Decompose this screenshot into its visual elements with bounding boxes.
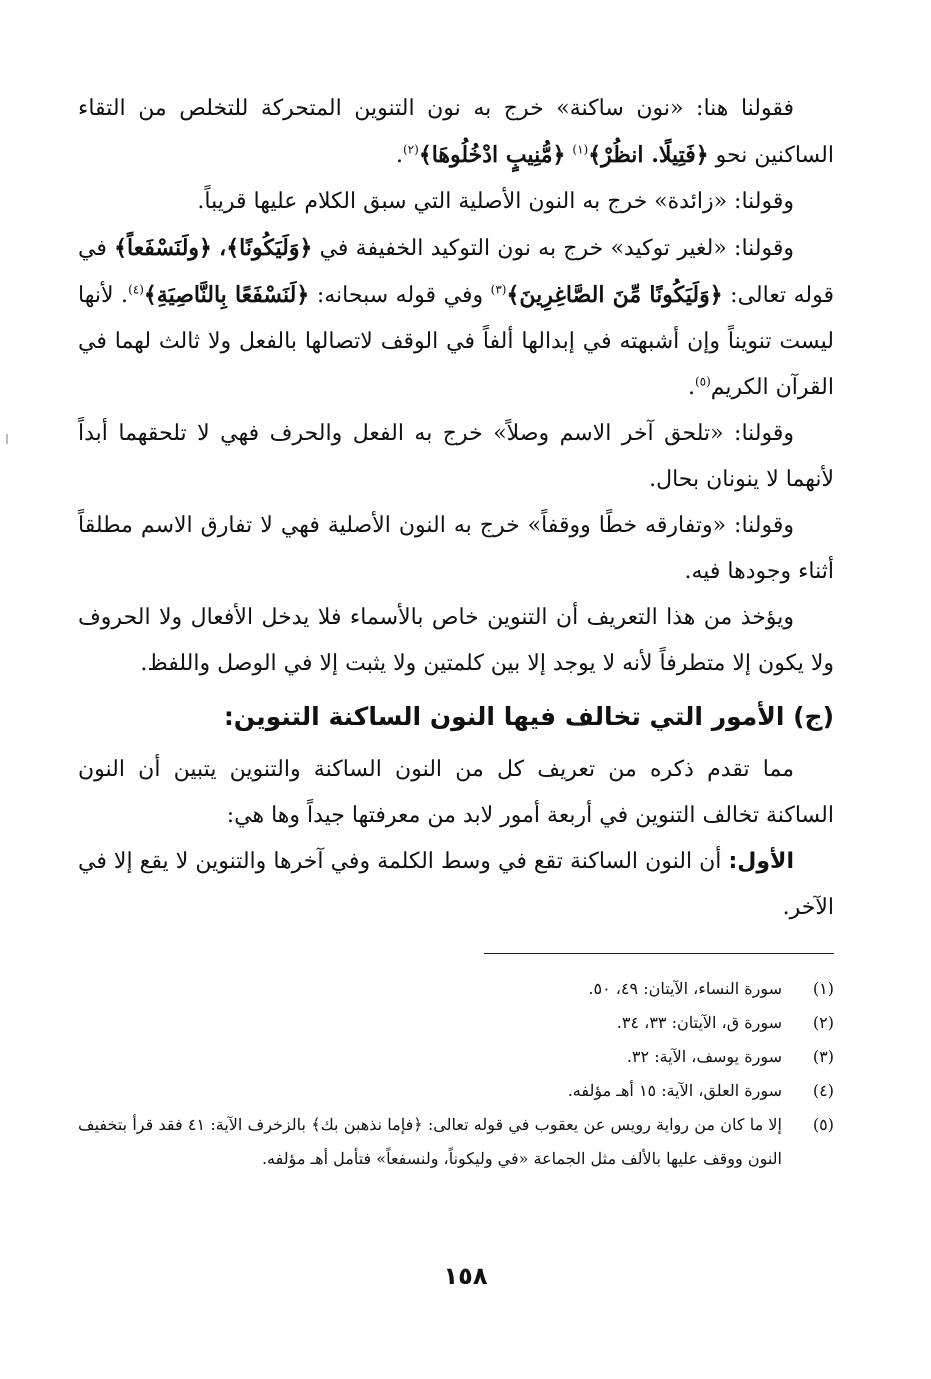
page-number: ١٥٨	[443, 1262, 488, 1290]
footnote-number: (٣)	[812, 1047, 834, 1066]
footnote-marker: (٥)	[694, 374, 711, 389]
footnote-number: (١)	[812, 979, 834, 998]
footnote-text: سورة العلق، الآية: ١٥ أهـ مؤلفه.	[567, 1081, 782, 1100]
footnote-text: سورة ق، الآيتان: ٣٣، ٣٤.	[616, 1013, 782, 1032]
paragraph-3	[78, 225, 834, 411]
first-difference-label: الأول:	[728, 849, 794, 874]
quran-quote: ﴿فَتِيلًا. انظُرْ﴾	[588, 142, 709, 168]
section-heading: (ج) الأمور التي تخالف فيها النون الساكنة التنوين:	[223, 702, 834, 731]
page-body	[78, 86, 834, 1346]
paragraph-3-text-d: . لأنها ليست تنويناً وإن أشبهته في إبدالها ألفاً في الوقف لاتصالها بالفعل ولا ثالث لهما في القرآن الكريم	[78, 283, 834, 400]
paragraph-4: وقولنا: «تلحق آخر الاسم وصلاً» خرج به الفعل والحرف فهي لا تلحقهما أبداً لأنهما لا ينونان بحال.	[78, 421, 834, 492]
footnote-text: إلا ما كان من رواية رويس عن يعقوب في قوله تعالى: ﴿فإما نذهبن بك﴾ بالزخرف الآية: ٤١ فقد قرأ بتخفيف النون ووقف عليها بالألف مثل الجماعة «في وليكوناً، ولنسفعاً» فتأمل أهـ مؤلفه.	[78, 1115, 782, 1168]
footnote-separator	[484, 953, 834, 954]
first-difference	[78, 839, 834, 931]
paragraph-1-end: .	[395, 143, 403, 168]
footnote-number: (٢)	[812, 1013, 834, 1032]
quran-quote: ﴿وَلَيَكُونًا﴾،	[219, 235, 313, 261]
quran-quote: ﴿وَلَيَكُونًا مِّنَ الصَّاغِرِينَ﴾	[506, 282, 723, 308]
footnote-item	[78, 1108, 834, 1176]
footnote-marker: (٤)	[128, 282, 144, 297]
paragraph-5: وقولنا: «وتفارقه خطًا ووقفاً» خرج به النون الأصلية فهي لا تفارق الاسم مطلقاً أثناء وجودها فيه.	[78, 513, 834, 584]
paragraph-1	[78, 86, 834, 179]
paragraph-6: ويؤخذ من هذا التعريف أن التنوين خاص بالأسماء فلا يدخل الأفعال ولا الحروف ولا يكون إلا متطرفاً لأنه لا يوجد إلا بين كلمتين ولا يثبت إلا في الوصل واللفظ.	[78, 605, 834, 676]
paragraph-3-text-b: في قوله تعالى:	[78, 236, 834, 308]
footnote-item	[78, 972, 834, 1006]
quran-quote: ﴿مُّنِيبٍ ادْخُلُوهَا﴾	[418, 142, 566, 168]
scan-margin-mark	[6, 434, 8, 444]
footnote-item	[78, 1074, 834, 1108]
paragraph-3-text-a: وقولنا: «لغير توكيد» خرج به نون التوكيد الخفيفة في	[319, 236, 795, 261]
footnote-separator-wrap	[78, 931, 834, 972]
paragraph-3-end: .	[687, 375, 695, 400]
quran-quote: ﴿لَنَسْفَعًا بِالنَّاصِيَةِ﴾	[143, 282, 310, 308]
footnote-text: سورة يوسف، الآية: ٣٢.	[626, 1047, 782, 1066]
paragraph-2: وقولنا: «زائدة» خرج به النون الأصلية التي سبق الكلام عليها قريباً.	[197, 189, 794, 214]
footnote-number: (٥)	[812, 1115, 834, 1134]
footnote-item	[78, 1040, 834, 1074]
footnotes	[78, 972, 834, 1176]
footnote-marker: (١)	[572, 142, 589, 157]
footnote-marker: (٣)	[490, 282, 507, 297]
quran-quote: ﴿ولَنَسْفَعاً﴾	[114, 235, 212, 261]
paragraph-3-text-c: وفي قوله سبحانه:	[316, 283, 484, 308]
footnote-number: (٤)	[812, 1081, 834, 1100]
section-intro: مما تقدم ذكره من تعريف كل من النون الساكنة والتنوين يتبين أن النون الساكنة تخالف التنوين في أربعة أمور لابد من معرفتها جيداً وها هي:	[78, 757, 834, 828]
footnote-text: سورة النساء، الآيتان: ٤٩، ٥٠.	[588, 979, 782, 998]
paragraph-1-text: فقولنا هنا: «نون ساكنة» خرج به نون التنوين المتحركة للتخلص من التقاء الساكنين نحو	[78, 96, 834, 168]
footnote-marker: (٢)	[402, 142, 419, 157]
footnote-item	[78, 1006, 834, 1040]
first-difference-text: أن النون الساكنة تقع في وسط الكلمة وفي آخرها والتنوين لا يقع إلا في الآخر.	[78, 849, 834, 920]
